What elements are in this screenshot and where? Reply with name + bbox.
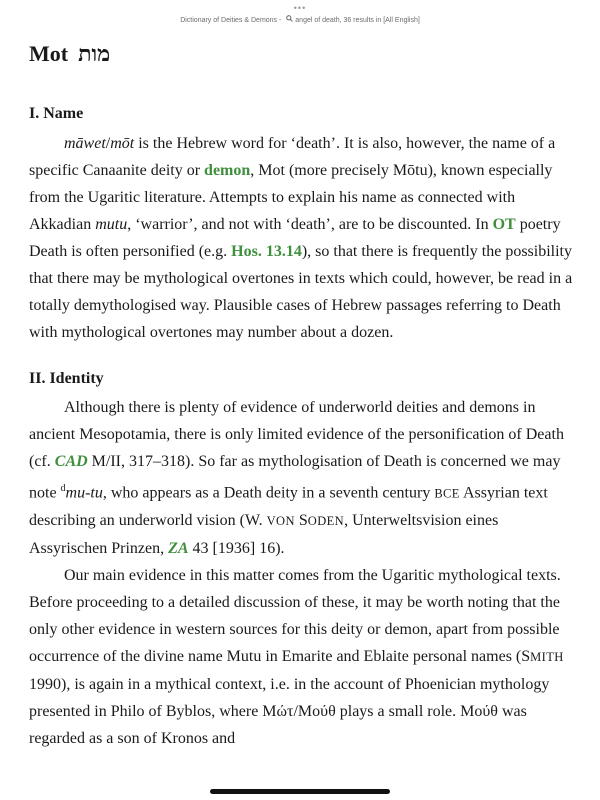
small-caps-soden: ODEN	[307, 514, 345, 529]
small-caps-smith: MITH	[530, 650, 564, 665]
text-run: , ‘warrior’, and not with ‘death’, are to be discounted. In	[127, 216, 493, 233]
link-hos-13-14[interactable]: Hos. 13.14	[231, 243, 302, 260]
text-run: Although there is plenty of evidence of underworld deities and demons in ancient Mesopotamia, there is only limited evidence of the personification of Death (cf.	[29, 399, 564, 470]
text-run: M/II, 317–318). So far as mythologisation of Death is concerned we may note	[29, 453, 561, 502]
text-run: /	[105, 135, 111, 152]
link-cad[interactable]: CAD	[54, 453, 88, 470]
term-italic: mu-tu	[65, 484, 103, 502]
section-heading-name: I. Name	[29, 105, 84, 122]
text-run: poetry Death is often personified (e.g.	[29, 216, 561, 260]
text-run: , who appears as a Death deity in a seventh century	[102, 484, 435, 502]
link-ot[interactable]: OT	[492, 216, 516, 233]
term-italic: mutu	[95, 216, 128, 233]
search-icon	[286, 15, 293, 24]
text-run: 1990), is again in a mythical context, i.e. in the account of Phoenician mythology presented in Philo of Byblos, where Μώτ/Μούθ plays a small role. Μούθ was regarded as a son of Kronos and	[29, 676, 550, 748]
text-run: Our main evidence in this matter comes from the Ugaritic mythological texts. Before proceeding to a detailed discussion of these, it may be worth noting that the only other evidence in western sources for this deity or demon, apart from possible occurrence of the divine name Mutu in Emarite and Eblaite personal names (	[29, 567, 561, 666]
text-run: is the Hebrew word for ‘death’. It is also, however, the name of a specific Canaanite deity or	[29, 135, 556, 179]
term-italic: mōt	[110, 135, 135, 152]
link-demon[interactable]: demon	[204, 162, 251, 179]
small-caps-von: VON	[266, 514, 295, 529]
paragraph-name	[29, 130, 574, 346]
text-run: , Mot (more precisely Mōtu), known especially from the Ugaritic literature. Attempts to explain his name as connected with Akkadian	[29, 162, 553, 233]
text-run: Assyrian text describing an underworld vision (W.	[29, 484, 548, 530]
text-run: , Unterweltsvision eines Assyrischen Prinzen,	[29, 512, 499, 558]
article	[29, 40, 574, 752]
book-title: Dictionary of Deities & Demons -	[180, 17, 284, 24]
author-initial: S	[521, 648, 531, 666]
entry-title	[29, 40, 574, 68]
superscript-d: d	[60, 483, 66, 494]
link-za[interactable]: ZA	[168, 540, 189, 558]
entry-title-latin: Mot	[29, 41, 69, 66]
small-caps-bce: BCE	[434, 486, 460, 501]
term-italic: māwet	[64, 135, 106, 152]
section-heading-identity: II. Identity	[29, 370, 104, 387]
window-dots: •••	[293, 3, 307, 13]
author-initial: S	[298, 512, 308, 530]
top-title-bar[interactable]	[0, 15, 600, 24]
text-run: 43 [1936] 16).	[188, 540, 285, 558]
text-run: ), so that there is frequently the possibility that there may be mythological overtones in texts which could, however, be read in a totally demythologised way. Plausible cases of Hebrew passages referring to Death with mythological overtones may number about a dozen.	[29, 243, 573, 341]
paragraph-identity-2	[29, 562, 574, 752]
search-query: angel of death, 36 results in [All English]	[295, 17, 420, 24]
paragraph-identity-1	[29, 394, 574, 562]
entry-title-hebrew: מות	[78, 41, 111, 66]
home-indicator[interactable]	[210, 789, 390, 794]
